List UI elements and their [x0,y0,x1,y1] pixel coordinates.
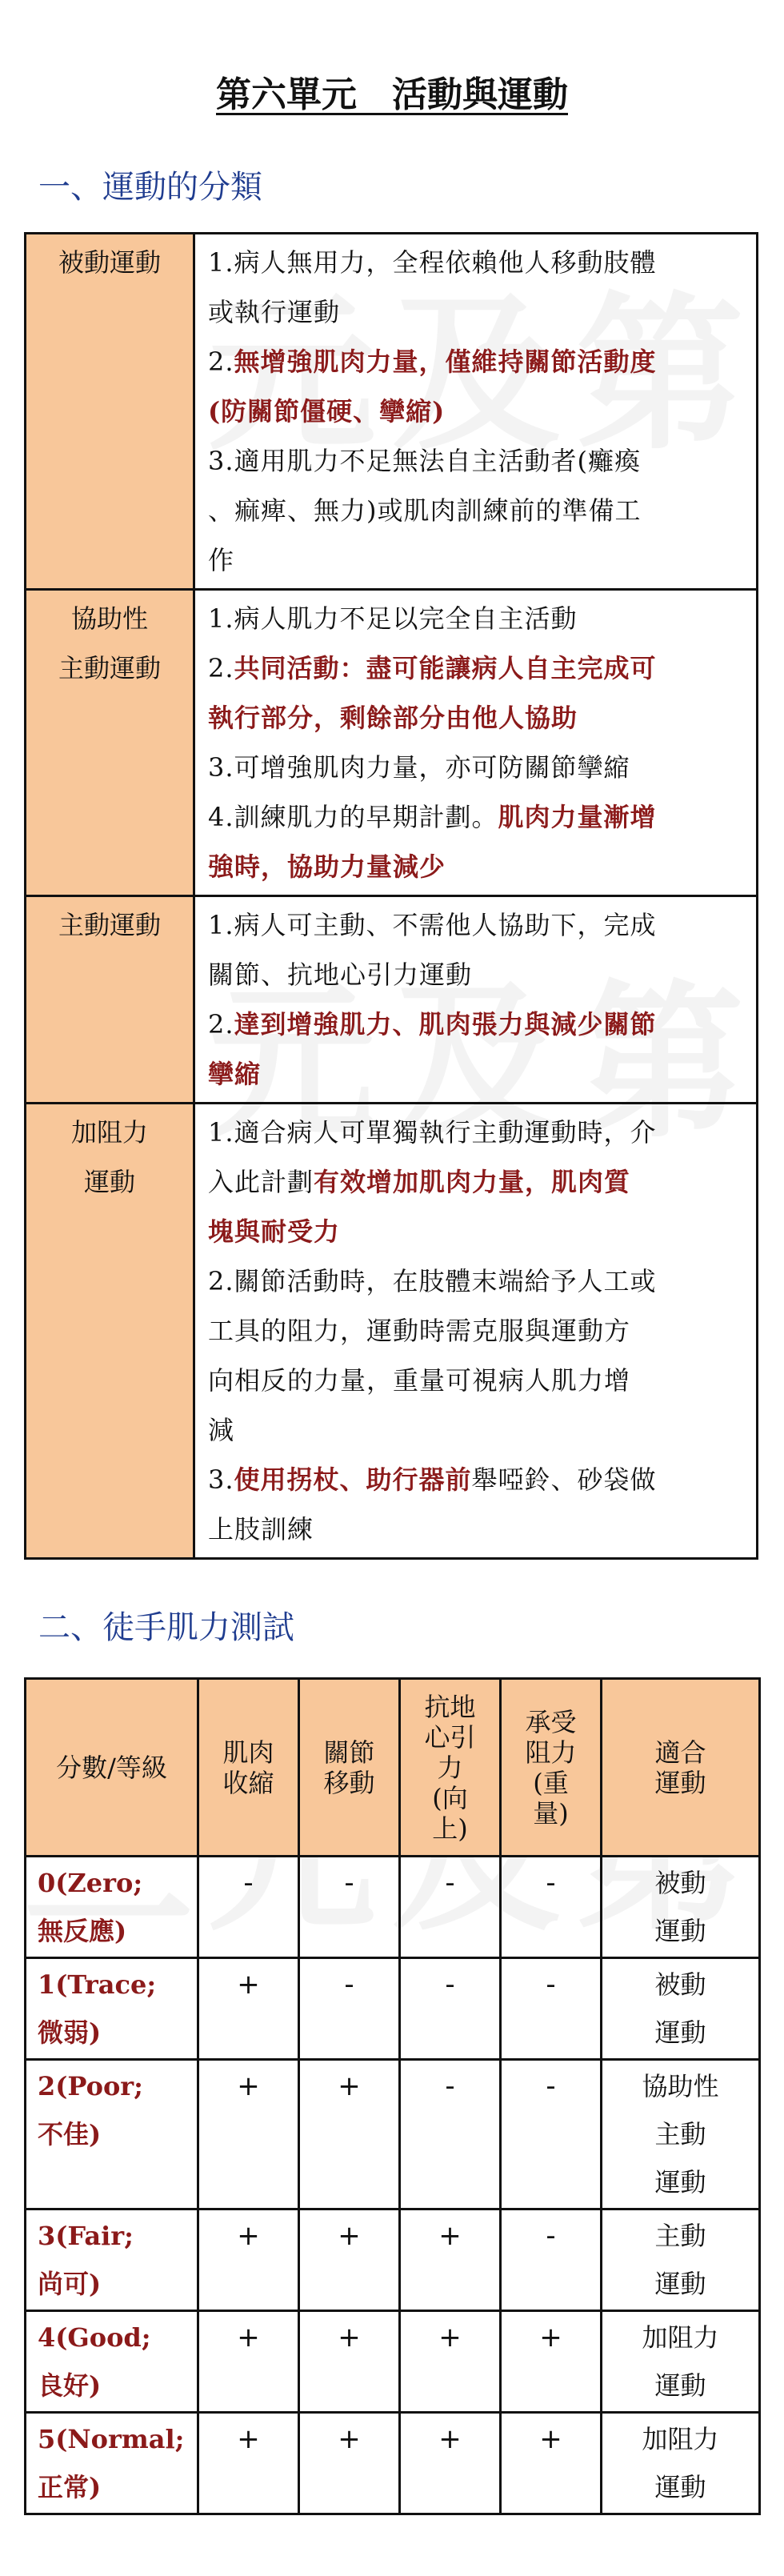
header-line: 運動 [654,1767,706,1798]
column-header [26,1679,198,1857]
result-cell: + [501,2311,602,2413]
description-line [208,337,748,387]
category-label: 加阻力 [70,1117,148,1148]
header-line: 收縮 [222,1767,274,1798]
description-text: 1.病人可主動、不需他人協助下，完成 [208,910,657,940]
column-header [501,1679,602,1857]
exercise-line: 被動 [654,1969,706,2000]
highlight-text: 塊與耐受力 [208,1216,341,1247]
description-text: 3. [208,1464,234,1495]
description-line [208,1256,748,1306]
exercise-line: 加阻力 [642,2424,719,2454]
muscle-test-table [24,1677,761,2515]
description-line [208,1306,748,1356]
result-cell: + [198,2413,299,2514]
category-cell [26,1104,194,1559]
header-line: 分數/等級 [56,1752,167,1783]
description-line [208,436,748,486]
result-cell: - [299,1857,400,1958]
grade-line: 5(Normal; [38,2424,185,2454]
result-cell: + [400,2311,501,2413]
table-row [26,896,758,1104]
exercise-line: 協助性 [642,2071,719,2101]
highlight-text: 執行部分，剩餘部分由他人協助 [208,703,578,733]
description-text: 、痲痺、無力)或肌肉訓練前的準備工 [208,495,642,526]
description-text: 減 [208,1415,235,1445]
header-line: 承受 [525,1706,577,1737]
description-text: 1.病人無用力，全程依賴他人移動肢體 [208,247,657,278]
category-cell [26,896,194,1104]
grade-cell [26,2311,198,2413]
result-cell: - [400,1958,501,2060]
category-label: 運動 [83,1167,135,1197]
result-cell: + [400,2413,501,2514]
table-row [26,2413,760,2514]
header-line: 量) [533,1797,569,1829]
description-line [208,643,748,693]
exercise-line: 運動 [654,2370,706,2401]
description-cell [194,234,758,590]
header-line: (向 [432,1782,468,1813]
grade-line: 正常) [38,2472,102,2502]
description-text: 工具的阻力，運動時需克服與運動方 [208,1316,631,1346]
result-cell: + [299,2060,400,2209]
exercise-cell [602,1857,760,1958]
description-line [208,1455,748,1504]
exercise-cell [602,2311,760,2413]
description-text: 2. [208,653,234,683]
section-heading-exercise-types: 一、運動的分類 [38,169,262,206]
table-row [26,1104,758,1559]
grade-cell [26,1857,198,1958]
description-text: 向相反的力量，重量可視病人肌力增 [208,1365,631,1396]
exercise-cell [602,2209,760,2311]
exercise-cell [602,2060,760,2209]
description-line [208,842,748,891]
exercise-cell [602,2413,760,2514]
highlight-text: 使用拐杖、助行器前 [234,1464,472,1495]
category-label: 主動運動 [58,653,161,683]
header-line: 阻力 [525,1737,577,1768]
header-line: (重 [533,1767,569,1798]
description-line [208,950,748,1000]
description-line [208,1157,748,1207]
category-label: 主動運動 [58,910,161,940]
description-line [208,1405,748,1455]
description-text: 2.關節活動時，在肢體末端給予人工或 [208,1266,657,1296]
result-cell: + [299,2413,400,2514]
grade-cell [26,2209,198,2311]
table-row [26,2311,760,2413]
exercise-types-table [24,232,758,1560]
grade-line: 尚可) [38,2269,102,2299]
description-text: 1.適合病人可單獨執行主動運動時，介 [208,1117,657,1148]
description-line [208,486,748,535]
grade-line: 1(Trace; [38,1969,157,2000]
result-cell: - [400,1857,501,1958]
column-header [602,1679,760,1857]
category-label: 協助性 [70,603,148,634]
header-line: 心引 [424,1721,476,1753]
description-text: 1.病人肌力不足以完全自主活動 [208,603,578,634]
description-line [208,1049,748,1099]
exercise-line: 運動 [654,1916,706,1946]
description-line [208,743,748,792]
result-cell: + [198,2209,299,2311]
highlight-text: 肌肉力量漸增 [498,802,657,832]
result-cell: - [198,1857,299,1958]
grade-line: 無反應) [38,1916,127,1946]
grade-line: 微弱) [38,2017,102,2048]
header-line: 關節 [323,1737,375,1768]
description-line [208,1504,748,1554]
description-text: 關節、抗地心引力運動 [208,959,473,990]
description-text: 2. [208,347,234,377]
result-cell: - [400,2060,501,2209]
page-title: 第六單元 活動與運動 [216,74,568,115]
highlight-text: 有效增加肌肉力量，肌肉質 [314,1167,631,1197]
description-text: 或執行運動 [208,297,341,327]
exercise-line: 運動 [654,2017,706,2048]
result-cell: - [501,2060,602,2209]
result-cell: + [198,2311,299,2413]
column-header [299,1679,400,1857]
highlight-text: 達到增強肌力、肌肉張力與減少關節 [234,1009,657,1040]
header-line: 肌肉 [222,1737,274,1768]
exercise-line: 主動 [654,2221,706,2251]
highlight-text: 強時，協助力量減少 [208,851,446,882]
description-line [208,287,748,337]
grade-line: 良好) [38,2370,102,2401]
description-line [208,1356,748,1405]
description-cell [194,1104,758,1559]
highlight-text: 攣縮 [208,1059,262,1089]
description-cell [194,590,758,896]
grade-line: 2(Poor; [38,2071,143,2101]
description-line [208,387,748,436]
header-line: 適合 [654,1737,706,1768]
exercise-line: 運動 [654,2269,706,2299]
table-row [26,1857,760,1958]
description-line [208,1108,748,1157]
exercise-line: 運動 [654,2167,706,2197]
description-cell [194,896,758,1104]
header-line: 力 [437,1752,463,1783]
grade-cell [26,1958,198,2060]
table-row [26,590,758,896]
description-line [208,693,748,743]
result-cell: - [501,1857,602,1958]
description-line [208,1000,748,1049]
description-line [208,238,748,287]
highlight-text: 無增強肌肉力量，僅維持關節活動度 [234,347,657,377]
description-text: 2. [208,1009,234,1040]
column-header [400,1679,501,1857]
table-row [26,2209,760,2311]
description-text: 入此計劃 [208,1167,314,1197]
description-line [208,792,748,842]
exercise-line: 被動 [654,1868,706,1898]
exercise-line: 運動 [654,2472,706,2502]
table-row [26,234,758,590]
description-line [208,900,748,950]
exercise-cell [602,1958,760,2060]
result-cell: + [198,2060,299,2209]
category-cell [26,234,194,590]
table-row [26,1958,760,2060]
result-cell: + [299,2311,400,2413]
exercise-line: 加阻力 [642,2322,719,2353]
section-heading-muscle-test: 二、徒手肌力測試 [38,1609,294,1646]
description-text: 上肢訓練 [208,1514,314,1544]
header-line: 移動 [323,1767,375,1798]
result-cell: + [299,2209,400,2311]
table-row [26,2060,760,2209]
result-cell: + [400,2209,501,2311]
grade-line: 4(Good; [38,2322,151,2353]
description-line [208,1207,748,1256]
result-cell: - [501,1958,602,2060]
grade-line: 3(Fair; [38,2221,134,2251]
description-text: 舉啞鈴、砂袋做 [471,1464,657,1495]
description-text: 作 [208,545,235,575]
grade-cell [26,2060,198,2209]
header-line: 上) [432,1813,468,1844]
grade-line: 0(Zero; [38,1868,143,1898]
result-cell: - [299,1958,400,2060]
result-cell: + [501,2413,602,2514]
category-cell [26,590,194,896]
result-cell: + [198,1958,299,2060]
grade-line: 不佳) [38,2119,102,2149]
highlight-text: (防關節僵硬、攣縮) [208,396,446,427]
description-text: 3.可增強肌肉力量，亦可防關節攣縮 [208,752,630,783]
description-text: 3.適用肌力不足無法自主活動者(癱瘓 [208,446,642,476]
column-header [198,1679,299,1857]
category-label: 被動運動 [58,247,161,278]
description-line [208,535,748,585]
header-line: 抗地 [424,1691,476,1722]
grade-cell [26,2413,198,2514]
description-text: 4.訓練肌力的早期計劃。 [208,802,498,832]
description-line [208,594,748,643]
highlight-text: 共同活動：盡可能讓病人自主完成可 [234,653,657,683]
exercise-line: 主動 [654,2119,706,2149]
result-cell: - [501,2209,602,2311]
